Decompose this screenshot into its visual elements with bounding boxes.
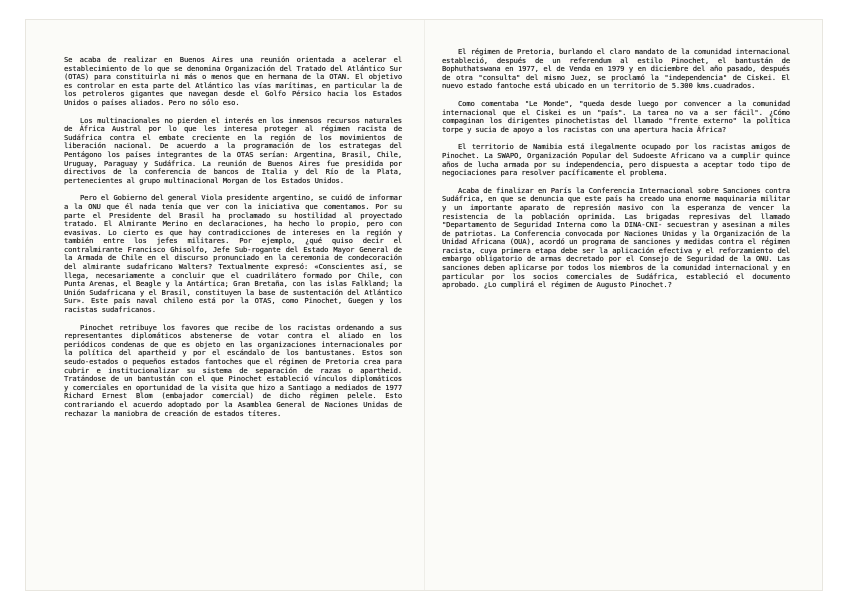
right-paragraph-1: El régimen de Pretoria, burlando el claro mandato de la comunidad internacional estableció, después de un referendum al estilo Pinochet, el bantustán de Bophuthatswana en 1977, el de Venda en 1979 y en diciembre del año pasado, después de otra "consulta" del mismo Juez, se proclamó la "independencia" de Ciskei. El nuevo estado fantoche está ubicado en un territorio de 5.300 kms.cuadrados. xyxy=(442,47,790,91)
left-paragraph-3: Pero el Gobierno del general Viola presidente argentino, se cuidó de informar a la ONU que él nada tenía que ver con la iniciativa que comentamos. Por su parte el Presidente del Brasil ha proclamado su hostilidad al proyectado tratado. El Almirante Merino en declaraciones, ha hecho lo propio, pero con evasivas. Lo cierto es que hay contradicciones de intereses en la región y también entre los jefes militares. Por ejemplo, ¿qué quiso decir el contralmirante Francisco Ghisolfo, Jefe Sub-rogante del Estado Mayor General de la Armada de Chile en el discurso pronunciado en la ceremonia de condecoración del almirante sudafricano Walters? Textualmente expresó: «Conscientes así, se llega, necesariamente a concluir que el cuadrilátero formado por Chile, con Punta Arenas, el Beagle y la Antártica; Gran Bretaña, con las islas Falkland; la Unión Sudafricana y el Brasil, constituyen la base de sustentación del Atlántico Sur». Este país naval chileno está por la OTAS, como Pinochet, Guegen y los racistas sudafricanos. xyxy=(64,193,402,315)
right-paragraph-4: Acaba de finalizar en París la Conferencia Internacional sobre Sanciones contra Sudáfrica, en que se denuncia que este país ha creado una enorme maquinaria militar y un importante aparato de represión masivo con la esperanza de vencer la resistencia de la población oprimida. Las brigadas represivas del llamado "Departamento de Seguridad Interna como la DINA-CNI- secuestran y asesinan a miles de patriotas. La Conferencia convocada por Naciones Unidas y la Organización de la Unidad Africana (OUA), acordó un programa de sanciones y medidas contra el régimen racista, cuya primera etapa debe ser la aplicación efectiva y el reforzamiento del embargo obligatorio de armas decretado por el Consejo de Seguridad de la ONU. Las sanciones deben aplicarse por todos los miembros de la comunidad internacional y en particular por los socios comerciales de Sudáfrica, estableció el documento aprobado. ¿Lo cumplirá el régimen de Augusto Pinochet.? xyxy=(442,185,790,290)
page-fold xyxy=(424,20,425,590)
left-paragraph-1: Se acaba de realizar en Buenos Aires una reunión orientada a acelerar el establecimiento de lo que se denomina Organización del Tratado del Atlántico Sur (OTAS) para constituirla ni más o menos que en hermana de la OTAN. El objetivo es controlar en esta parte del Atlántico las vías marítimas, en particular la de los petroleros gigantes que navegan desde el Golfo Pérsico hacia los Estados Unidos o países aliados. Pero no sólo eso. xyxy=(64,55,402,107)
left-column xyxy=(64,56,402,427)
right-column xyxy=(442,48,790,299)
left-paragraph-2: Los multinacionales no pierden el interés en los inmensos recursos naturales de África Austral por lo que les interesa proteger al régimen racista de Sudáfrica contra el embate creciente en la región de los movimientos de liberación nacional. De acuerdo a la programación de los estrategas del Pentágono los países integrantes de la OTAS serían: Argentina, Brasil, Chile, Uruguay, Paraguay y Sudáfrica. La reunión de Buenos Aires fue presidida por directivos de la conferencia de bancos de Italia y del Río de la Plata, pertenecientes al grupo multinacional Morgan de los Estados Unidos. xyxy=(64,115,402,185)
left-paragraph-4: Pinochet retribuye los favores que recibe de los racistas ordenando a sus representantes diplomáticos abstenerse de votar contra el aliado en los periódicos condenas de que es objeto en las organizaciones internacionales por la política del apartheid y por el escándalo de los bantustanes. Estos son seudo-estados o pequeños estados fantoches que el régimen de Pretoria crea para cubrir e institucionalizar su sistema de separación de razas o apartheid. Tratándose de un bantustán con el que Pinochet estableció vínculos diplomáticos y comerciales en oportunidad de la visita que hizo a Santiago a mediados de 1977 Richard Ernest Blom (embajador comercial) de dicho régimen pelele. Esto contrariando el acuerdo adoptado por la Asamblea General de Naciones Unidas de rechazar la maniobra de creación de estados títeres. xyxy=(64,322,402,418)
right-paragraph-2: Como comentaba "Le Monde", "queda desde luego por convencer a la comunidad internacional que el Ciskei es un "país". La tarea no va a ser fácil". ¿Cómo compaginan los dirigentes pinochetistas del llamado "frente externo" la política torpe y sucia de apoyo a los racistas con una apertura hacia África? xyxy=(442,98,790,134)
right-paragraph-3: El territorio de Namibia está ilegalmente ocupado por los racistas amigos de Pinochet. La SWAPO, Organización Popular del Sudoeste Africano va a cumplir quince años de lucha armada por su independencia, pero dispuesta a aceptar todo tipo de negociaciones para resolver pacíficamente el problema. xyxy=(442,142,790,178)
